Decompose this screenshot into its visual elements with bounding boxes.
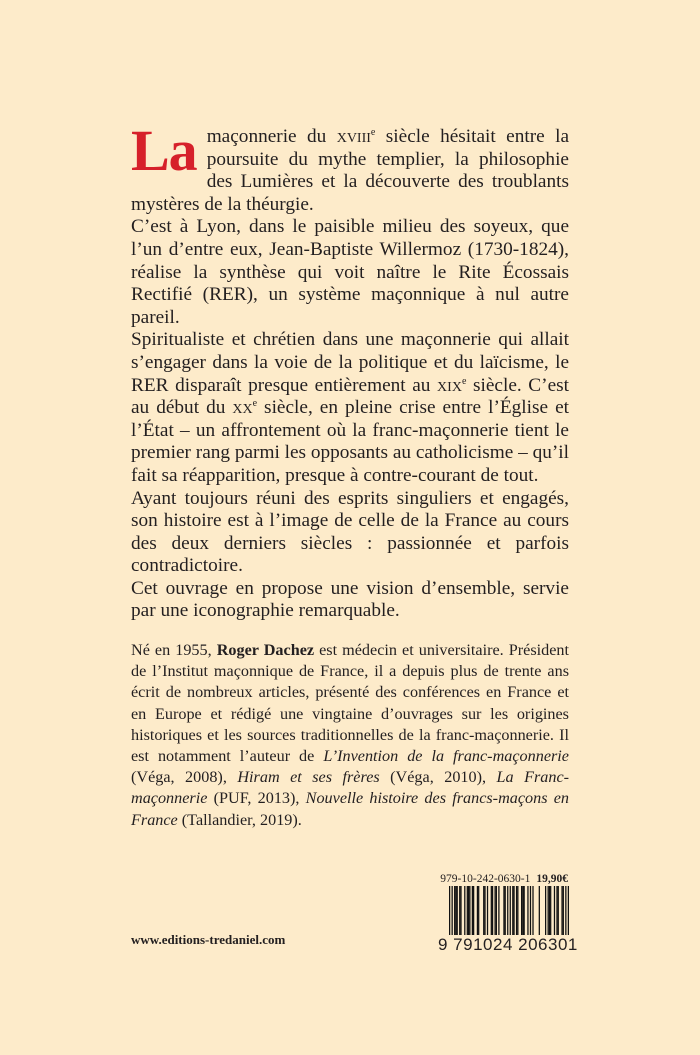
barcode-bar — [517, 886, 518, 940]
barcode-bar — [563, 886, 564, 940]
century-numeral: xx — [232, 397, 253, 419]
barcode-number: 9 791024 206301 — [438, 935, 578, 954]
barcode-bar — [487, 886, 488, 940]
barcode-bar — [484, 886, 485, 940]
barcode-bar — [472, 886, 473, 940]
author-bio — [131, 640, 569, 831]
barcode-bar — [457, 886, 458, 940]
book-title: L’Invention de la franc-maçonnerie — [323, 747, 569, 766]
barcode-bar — [483, 886, 484, 940]
barcode-bar — [539, 886, 540, 940]
author-bio-text — [131, 640, 569, 831]
barcode-bar — [556, 886, 557, 940]
barcode-bar — [503, 886, 504, 940]
drop-cap: La — [131, 118, 197, 183]
barcode-bar — [498, 886, 499, 940]
barcode-bar — [521, 886, 522, 940]
barcode-bar — [491, 886, 492, 940]
century-numeral: xviii — [336, 126, 371, 147]
barcode-bar — [530, 886, 531, 940]
barcode-bar — [532, 886, 533, 940]
book-title: La Franc-maçonnerie — [131, 768, 570, 808]
barcode-bar — [524, 886, 525, 940]
barcode-bar — [505, 886, 506, 940]
isbn: 979-10-242-0630-1 — [440, 873, 531, 885]
superscript: e — [370, 127, 376, 138]
barcode-bar — [527, 886, 528, 940]
text: (Véga, 2010), — [379, 768, 497, 787]
barcode-bar — [477, 886, 478, 940]
century-numeral: xix — [437, 374, 462, 396]
barcode-bar — [550, 886, 551, 940]
barcode-bar — [464, 886, 465, 940]
barcode-bar — [549, 886, 550, 940]
text: (PUF, 2013), — [207, 789, 306, 808]
text: siècle hésitait entre la poursuite du mythe templier, la philosophie des Lumières et la découverte des troublants mystères de la théurgie. — [131, 126, 569, 215]
blurb-paragraph-5: Cet ouvrage en propose une vision d’ensemble, servie par une iconographie remarquable. — [131, 577, 569, 622]
barcode-bar — [460, 886, 461, 940]
barcode-bar — [469, 886, 470, 940]
barcode-bar — [459, 886, 460, 940]
barcode-bar — [558, 886, 559, 940]
barcode-bar — [454, 886, 455, 940]
text: siècle. C’est au début du — [131, 374, 569, 419]
text: est médecin et universitaire. Président de l’Institut maçonnique de France, il a depuis plus de trente ans écrit de nombreux articles, présenté des conférences en France et en Europe et rédigé une vingtaine d’ouvrages sur les origines historiques et les sources traditionnelles de la franc-maçonnerie. Il est notamment l’auteur de — [131, 641, 569, 766]
barcode-bar — [516, 886, 517, 940]
author-name: Roger Dachez — [216, 641, 315, 659]
book-title: Nouvelle histoire des francs-maçons en France — [131, 789, 569, 829]
barcode-bar — [512, 886, 513, 940]
barcode-bar — [522, 886, 523, 940]
text: maçonnerie du — [206, 126, 337, 147]
blurb-paragraph-1 — [131, 118, 569, 216]
blurb-paragraph-2: C’est à Lyon, dans le paisible milieu des soyeux, que l’un d’entre eux, Jean-Baptiste Willermoz (1730-1824), réalise la synthèse qui voit naître le Rite Écossais Rectifié (RER), un système maçonnique à nul autre pareil. — [131, 216, 569, 328]
blurb-paragraph-3 — [131, 329, 569, 487]
barcode-bar — [467, 886, 468, 940]
book-title: Hiram et ses frères — [237, 768, 380, 787]
back-cover-blurb — [131, 118, 569, 623]
superscript: e — [461, 375, 467, 387]
isbn-price — [438, 873, 568, 885]
text: Né en 1955, — [131, 641, 217, 659]
text: Spiritualiste et chrétien dans une maçonnerie qui allait s’engager dans la voie de la politique et du laïcisme, le RER disparaît presque entièrement au — [131, 329, 569, 396]
barcode-bar — [473, 886, 474, 940]
blurb-paragraph-4: Ayant toujours réuni des esprits singuliers et engagés, son histoire est à l’image de celle de la France au cours des deux derniers siècles : passionnée et parfois contradictoire. — [131, 487, 569, 577]
barcode-bar — [496, 886, 497, 940]
text: siècle, en pleine crise entre l’Église et l’État – un affrontement où la franc-maçonnerie tient le premier rang parmi les opposants au catholicisme – qu’il fait sa réapparition, presque à contre-courant de tout. — [131, 397, 569, 486]
barcode-bar — [561, 886, 562, 940]
publisher-website: www.editions-tredaniel.com — [131, 932, 286, 947]
barcode-bar — [492, 886, 493, 940]
barcode-bar — [494, 886, 495, 940]
barcode-bar — [545, 886, 546, 940]
barcode-bar — [548, 886, 549, 940]
barcode-digits — [437, 935, 579, 955]
barcode-bar — [478, 886, 479, 940]
text: (Tallandier, 2019). — [177, 810, 302, 829]
text: (Véga, 2008), — [131, 768, 238, 787]
barcode-bar — [554, 886, 555, 940]
barcode-bar — [455, 886, 456, 940]
barcode-bar — [513, 886, 514, 940]
barcode-bar — [468, 886, 469, 940]
price: 19,90€ — [536, 873, 568, 885]
superscript: e — [252, 398, 258, 410]
